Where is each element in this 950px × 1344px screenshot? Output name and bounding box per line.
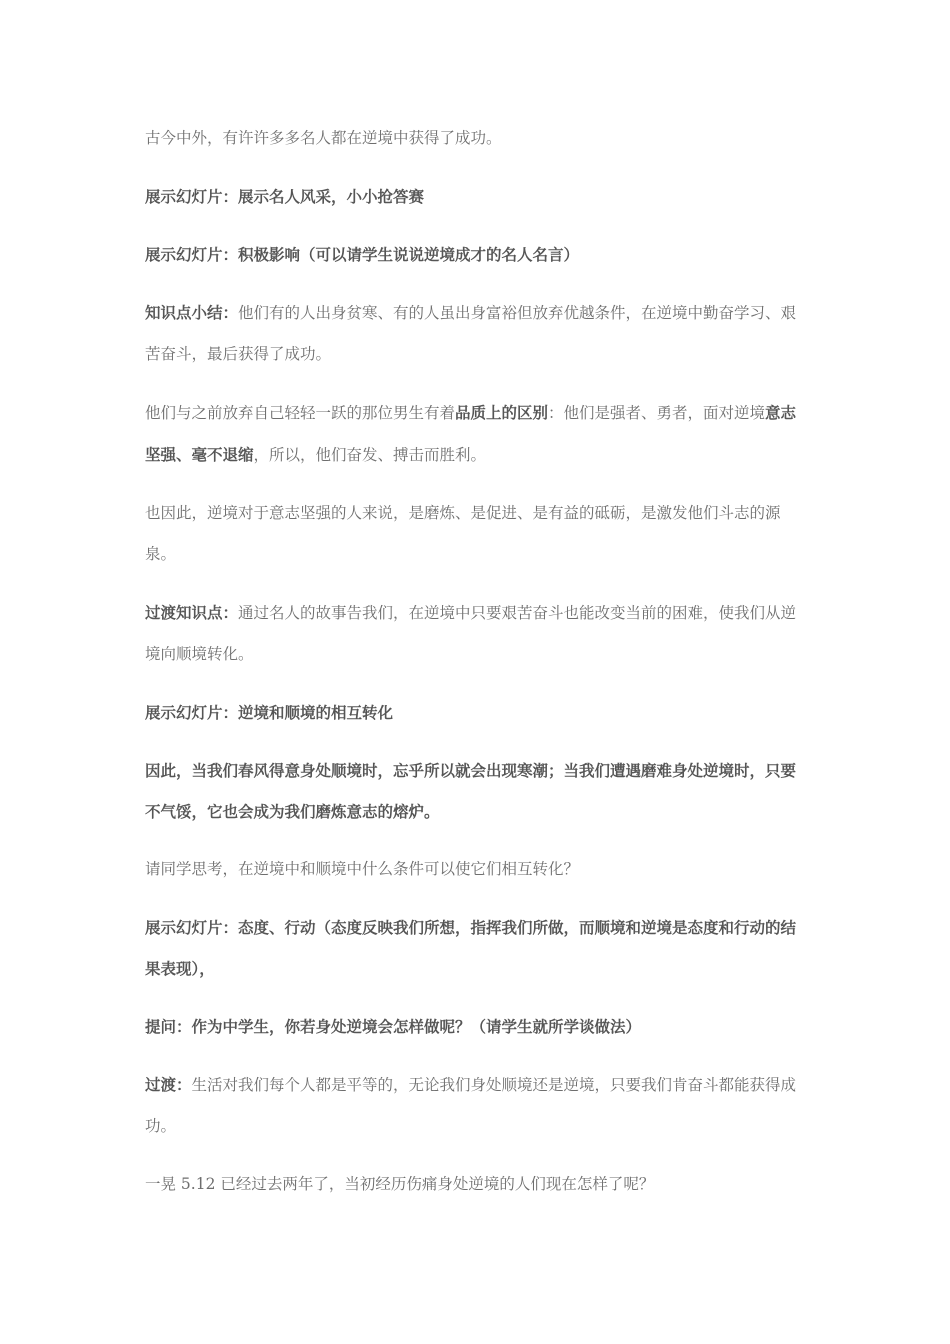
text-run: 古今中外，有许许多多名人都在逆境中获得了成功。 [145,129,502,147]
bold-run: 过渡： [145,1075,192,1094]
text-run: 展示幻灯片：逆境和顺境的相互转化 [145,703,394,722]
text-run: 一晃 5.12 已经过去两年了，当初经历伤痛身处逆境的人们现在怎样了呢？ [145,1175,655,1193]
text-run: ，所以，他们奋发、搏击而胜利。 [253,446,487,464]
paragraph-14 [145,1164,810,1205]
text-run: 他们有的人出身贫寒、有的人虽出身富裕但放弃优越条件，在逆境中勤奋学习、艰苦奋斗，最后获得了成功。 [145,304,797,363]
text-run: 他们与之前放弃自己轻轻一跃的那位男生有着 [145,404,456,422]
text-run: 提问：作为中学生，你若身处逆境会怎样做呢？（请学生就所学谈做法） [145,1017,642,1036]
paragraph-1 [145,118,810,159]
text-run: 因此，当我们春风得意身处顺境时，忘乎所以就会出现寒潮；当我们遭遇磨难身处逆境时，只要不气馁，它也会成为我们磨炼意志的熔炉。 [145,761,797,821]
bold-run: 品质上的区别 [455,403,549,422]
text-run: 通过名人的故事告我们，在逆境中只要艰苦奋斗也能改变当前的困难，使我们从逆境向顺境转化。 [145,604,797,663]
paragraph-12 [145,1006,810,1047]
text-run: 生活对我们每个人都是平等的，无论我们身处顺境还是逆境，只要我们肯奋斗都能获得成功。 [145,1076,797,1135]
text-run: ：他们是强者、勇者，面对逆境 [548,404,766,422]
paragraph-4 [145,292,810,375]
paragraph-5 [145,392,810,476]
paragraph-13 [145,1064,810,1147]
text-run: 请同学思考，在逆境中和顺境中什么条件可以使它们相互转化？ [145,860,580,878]
text-run: 展示幻灯片：态度、行动（态度反映我们所想，指挥我们所做，而顺境和逆境是态度和行动的结果表现）， [145,918,797,978]
paragraph-3 [145,234,810,275]
paragraph-2 [145,176,810,217]
paragraph-11 [145,907,810,989]
text-run: 也因此，逆境对于意志坚强的人来说，是磨炼、是促进、是有益的砥砺，是激发他们斗志的源泉。 [145,504,781,563]
paragraph-7 [145,592,810,675]
document-page [145,118,810,1222]
paragraph-8 [145,692,810,733]
bold-run: 知识点小结： [145,303,239,322]
text-run: 展示幻灯片：积极影响（可以请学生说说逆境成才的名人名言） [145,245,580,264]
paragraph-10 [145,849,810,890]
bold-run: 意志坚强、毫不退缩 [145,403,797,464]
paragraph-6 [145,493,810,575]
text-run: 展示幻灯片：展示名人风采，小小抢答赛 [145,187,425,206]
bold-run: 过渡知识点： [145,603,239,622]
paragraph-9 [145,750,810,832]
